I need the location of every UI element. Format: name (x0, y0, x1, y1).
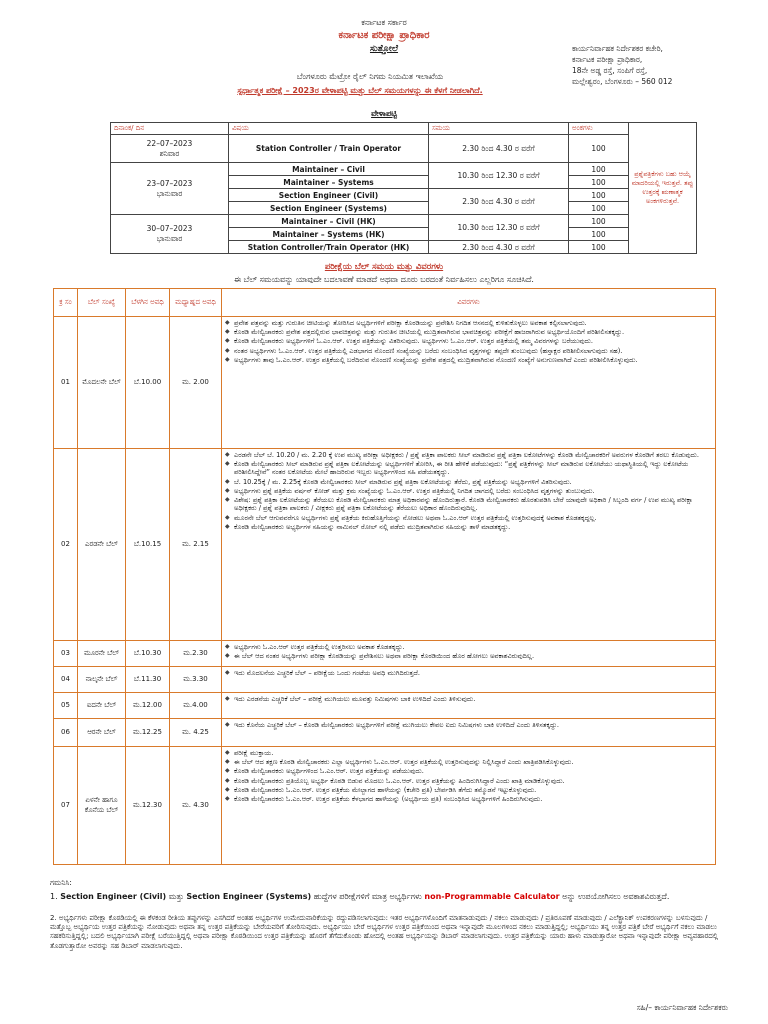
exam-time: 2.30 ರಿಂದ 4.30 ರ ವರೆಗೆ (429, 189, 569, 215)
office-address (572, 44, 762, 88)
note-text: ಹುದ್ದೆಗಳ ಪರೀಕ್ಷೆಗಳಿಗೆ ಮಾತ್ರ ಅಭ್ಯರ್ಥಿಗಳು (313, 892, 422, 901)
schedule-header-row (111, 123, 697, 135)
table-row (54, 449, 716, 641)
column-header: ಬೆಳಗಿನ ಅವಧಿ (126, 289, 170, 317)
notice-heading: ಸುತ್ತೋಲೆ (369, 44, 399, 54)
post-name: Maintainer – Civil (HK) (229, 215, 429, 228)
list-item: ◆ ಪರೀಕ್ಷೆ ಮುಕ್ತಾಯ. (225, 749, 712, 757)
bell-morning-time: ಮ.12.00 (126, 693, 170, 719)
bell-morning-time: ಬೆ.10.15 (126, 449, 170, 641)
post-name: Section Engineer (Civil) (229, 189, 429, 202)
column-header: ವಿಷಯ (229, 123, 429, 135)
table-row (111, 135, 697, 163)
table-row (54, 641, 716, 667)
bell-morning-time: ಮ.12.25 (126, 719, 170, 747)
post-section-engineer-civil: Section Engineer (Civil) (60, 892, 167, 901)
bell-section-subtitle: ಈ ಬೆಲ್ ಸಮಯವನ್ನು ಯಾವುದೇ ಬದಲಾವಣೆ ಮಾಡದೆ ಅಥವಾ ದೂರು ಬರದಂತೆ ನಿರ್ವಹಿಸಲು ಎಲ್ಲರಿಗೂ ಸೂಚಿಸಿದೆ. (234, 275, 534, 284)
list-item: ◆ ಇದು ಎರಡನೆಯ ಎಚ್ಚರಿಕೆ ಬೆಲ್ – ಪರೀಕ್ಷೆ ಮುಗಿಯಲು ಮೂವತ್ತು ನಿಮಿಷಗಳು ಬಾಕಿ ಉಳಿದಿದೆ ಎಂದು ತಿಳಿಸುವುದು. (225, 695, 712, 703)
exam-date: 22–07–2023 (146, 138, 193, 148)
list-item: ◆ ವಿಶೇಷ: ಪ್ರಶ್ನೆ ಪತ್ರಿಕಾ ಲಕೋಟೆಯನ್ನು ತೆರೆಯಲು ಕೊಠಡಿ ಮೇಲ್ವಿಚಾರಕರು ಮಾತ್ರ ಅಧಿಕಾರವನ್ನು ಹೊಂದಿರುತ್ತಾರೆ. ಕೊಠಡಿ ಮೇಲ್ವಿಚಾರಕರು ಹೊರತುಪಡಿಸಿ ಬೇರೆ ಯಾವುದೇ ಅಧಿಕಾರಿ / ಸಿಬ್ಬಂದಿ ವರ್ಗ / ಉಪ ಮುಖ್ಯ ಪರೀಕ್ಷಾ ಅಧೀಕ್ಷಕರು / ಪ್ರಶ್ನೆ ಪತ್ರಿಕಾ ಪಾಲಕರು / ವೀಕ್ಷಕರು ಪ್ರಶ್ನೆ ಪತ್ರಿಕಾ ಲಕೋಟೆಯನ್ನು ತೆರೆಯಲು ಅಧಿಕಾರ ಹೊಂದಿರುವುದಿಲ್ಲ. (225, 496, 712, 512)
post-name: Maintainer – Civil (229, 163, 429, 176)
table-row (54, 667, 716, 693)
bell-afternoon-time: ಮ. 4.25 (170, 719, 222, 747)
table-row (54, 317, 716, 449)
note-calculator (50, 891, 730, 902)
bell-serial: 05 (54, 693, 78, 719)
exam-time: 2.30 ರಿಂದ 4.30 ರ ವರೆಗೆ (429, 135, 569, 163)
list-item: ◆ ಈ ಬೆಲ್ ಆದ ನಂತರ ಅಭ್ಯರ್ಥಿಗಳು ಪರೀಕ್ಷಾ ಕೊಠಡಿಯನ್ನು ಪ್ರವೇಶಿಸಲು ಅಥವಾ ಪರೀಕ್ಷಾ ಕೊಠಡಿಯಿಂದ ಹೊರ ಹೋಗಲು ಅವಕಾಶವಿರುವುದಿಲ್ಲ. (225, 652, 712, 660)
list-item: ◆ ಕೊಠಡಿ ಮೇಲ್ವಿಚಾರಕರು ಸೀಲ್ ಮಾಡಿರುವ ಪ್ರಶ್ನೆ ಪತ್ರಿಕಾ ಲಕೋಟೆಯನ್ನು ಅಭ್ಯರ್ಥಿಗಳಿಗೆ ತೋರಿಸಿ, ಈ ರೀತಿ ಹೇಳಿಕೆ ಪಡೆಯುವುದು: “ಪ್ರಶ್ನೆ ಪತ್ರಿಕೆಗಳನ್ನು ಸೀಲ್ ಮಾಡಿರುವ ಲಕೋಟೆಯು ಯಥಾಸ್ಥಿತಿಯಲ್ಲಿ ಇದ್ದು ಲಕೋಟೆಯ ಪರಿಶೀಲಿಸಿದ್ದೇವೆ” ನಂತರ ಲಕೋಟೆಯ ಮೇಲೆ ಹಾಜರಿರುವ ಇಬ್ಬರು ಅಭ್ಯರ್ಥಿಗಳಿಂದ ಸಹಿ ಪಡೆಯತಕ್ಕದ್ದು. (225, 460, 712, 476)
list-item: ◆ ಅಭ್ಯರ್ಥಿಗಳು ಓ.ಎಂ.ಆರ್ ಉತ್ತರ ಪತ್ರಿಕೆಯಲ್ಲಿ ಉತ್ತರಿಸಲು ಅವಕಾಶ ಕೊಡತಕ್ಕದ್ದು. (225, 643, 712, 651)
exam-time: 2.30 ರಿಂದ 4.30 ರ ವರೆಗೆ (429, 241, 569, 254)
post-name: Maintainer – Systems (HK) (229, 228, 429, 241)
exam-day: ಭಾನುವಾರ (156, 234, 183, 243)
bell-name: ಎರಡನೇ ಬೆಲ್ (78, 449, 126, 641)
government-heading: ಕರ್ನಾಟಕ ಸರ್ಕಾರ (361, 18, 407, 27)
bell-header-row (54, 289, 716, 317)
list-item: ◆ ಇದು ಕೊನೆಯ ಎಚ್ಚರಿಕೆ ಬೆಲ್ – ಕೊಠಡಿ ಮೇಲ್ವಿಚಾರಕರು ಅಭ್ಯರ್ಥಿಗಳಿಗೆ ಪರೀಕ್ಷೆ ಮುಗಿಯಲು ಕೇವಲ ಐದು ನಿಮಿಷಗಳು ಬಾಕಿ ಉಳಿದಿದೆ ಎಂದು ತಿಳಿಸತಕ್ಕದ್ದು. (225, 721, 712, 729)
list-item: ◆ ಬೆ. 10.25ಕ್ಕೆ / ಮ. 2.25ಕ್ಕೆ ಕೊಠಡಿ ಮೇಲ್ವಿಚಾರಕರು ಸೀಲ್ ಮಾಡಿರುವ ಪ್ರಶ್ನೆ ಪತ್ರಿಕಾ ಲಕೋಟೆಯನ್ನು ತೆರೆದು, ಪ್ರಶ್ನೆ ಪತ್ರಿಕೆಯನ್ನು ಅಭ್ಯರ್ಥಿಗಳಿಗೆ ವಿತರಿಸುವುದು. (225, 478, 712, 486)
bell-details (222, 449, 716, 641)
bell-serial: 04 (54, 667, 78, 693)
bell-details (222, 693, 716, 719)
bell-afternoon-time: ಮ. 2.15 (170, 449, 222, 641)
list-item: ◆ ಕೊಠಡಿ ಮೇಲ್ವಿಚಾರಕರು ಓ.ಎಂ.ಆರ್. ಉತ್ತರ ಪತ್ರಿಕೆಯ ಕೆಳಭಾಗದ ಹಾಳೆಯನ್ನು (ಅಭ್ಯರ್ಥಿಯ ಪ್ರತಿ) ಸಂಬಂಧಿಸಿದ ಅಭ್ಯರ್ಥಿಗಳಿಗೆ ಹಿಂದಿರುಗಿಸುವುದು. (225, 795, 712, 803)
list-item: ◆ ಇದು ಮೊದಲನೆಯ ಎಚ್ಚರಿಕೆ ಬೆಲ್ – ಪರೀಕ್ಷೆಯ ಒಂದು ಗಂಟೆಯ ಅವಧಿ ಮುಗಿದಿರುತ್ತದೆ. (225, 669, 712, 677)
column-header: ಕ್ರ ಸಂ (54, 289, 78, 317)
exam-time: 10.30 ರಿಂದ 12.30 ರ ವರೆಗೆ (429, 215, 569, 241)
list-item: ◆ ಮೂರನೇ ಬೆಲ್ ಆಗುವವರೆಗೂ ಅಭ್ಯರ್ಥಿಗಳು ಪ್ರಶ್ನೆ ಪತ್ರಿಕೆಯ ಕಿರುಹೊತ್ತಿಗೆಯನ್ನು ನೋಡಲು ಅಥವಾ ಓ.ಎಂ.ಆರ್ ಉತ್ತರ ಪತ್ರಿಕೆಯಲ್ಲಿ ಉತ್ತರಿಸುವುದಕ್ಕೆ ಅವಕಾಶ ಕೊಡತಕ್ಕದ್ದಲ್ಲ. (225, 514, 712, 522)
bell-afternoon-time: ಮ. 4.30 (170, 747, 222, 865)
list-item: ◆ ಎರಡನೇ ಬೆಲ್ ಬೆ. 10.20 / ಮ. 2.20 ಕ್ಕೆ ಉಪ ಮುಖ್ಯ ಪರೀಕ್ಷಾ ಅಧೀಕ್ಷಕರು / ಪ್ರಶ್ನೆ ಪತ್ರಿಕಾ ಪಾಲಕರು ಸೀಲ್ ಮಾಡಿರುವ ಪ್ರಶ್ನೆ ಪತ್ರಿಕಾ ಲಕೋಟೆಗಳನ್ನು ಕೊಠಡಿ ಮೇಲ್ವಿಚಾರಕರಿಗೆ ಅವರುಗಳ ಕೊಠಡಿಗೆ ತರಲು ಕೊಡುವುದು. (225, 451, 712, 459)
bell-afternoon-time: ಮ.3.30 (170, 667, 222, 693)
list-item: ◆ ಅಭ್ಯರ್ಥಿಗಳು ತಾವು ಓ.ಎಂ.ಆರ್. ಉತ್ತರ ಪತ್ರಿಕೆಯಲ್ಲಿ ಬರೆದಿರುವ ನೊಂದಣಿ ಸಂಖ್ಯೆಯನ್ನು ಪ್ರವೇಶ ಪತ್ರದಲ್ಲಿ ಮುದ್ರಿತವಾಗಿರುವ ನೊಂದಣಿ ಸಂಖ್ಯೆಗೆ ಅನುಗುಣವಾಗಿದೆ ಎಂದು ಪರಿಶೀಲಿಸಿಕೊಳ್ಳುವುದು. (225, 356, 712, 364)
exam-date: 30–07–2023 (146, 224, 193, 234)
exam-marks: 100 (569, 135, 629, 163)
exam-date-cell (111, 135, 229, 163)
bell-afternoon-time: ಮ. 2.00 (170, 317, 222, 449)
column-header: ದಿನಾಂಕ/ ದಿನ (111, 123, 229, 135)
table-row (111, 215, 697, 228)
notes-heading: ಗಮನಿಸಿ: (50, 878, 72, 887)
column-header: ಸಮಯ (429, 123, 569, 135)
bell-details (222, 641, 716, 667)
signature: ಸಹಿ/– ಕಾರ್ಯನಿರ್ವಾಹಕ ನಿರ್ದೇಶಕರು (636, 1003, 728, 1012)
note-number: 2. (50, 914, 57, 922)
table-row (54, 719, 716, 747)
bell-name: ನಾಲ್ಕನೇ ಬೆಲ್ (78, 667, 126, 693)
table-row (54, 693, 716, 719)
list-item: ◆ ನಂತರ ಅಭ್ಯರ್ಥಿಗಳು ಓ.ಎಂ.ಆರ್. ಉತ್ತರ ಪತ್ರಿಕೆಯಲ್ಲಿ ಎಡಭಾಗದ ನೊಂದಣಿ ಸಂಖ್ಯೆಯನ್ನು ಬರೆದು ಸಂಬಂಧಿಸಿದ ವೃತ್ತಗಳನ್ನು ತಪ್ಪದೇ ತುಂಬುವುದು (ಹಸ್ತಾಕ್ಷರ ಪರಿಶೀಲಿಸಲಾಗುವುದು ಸಹ). (225, 347, 712, 355)
column-header: ವಿವರಗಳು (222, 289, 716, 317)
exam-marks: 100 (569, 241, 629, 254)
exam-day: ಶನಿವಾರ (159, 148, 180, 158)
post-name: Maintainer – Systems (229, 176, 429, 189)
bell-serial: 01 (54, 317, 78, 449)
schedule-table (110, 122, 697, 254)
bell-serial: 03 (54, 641, 78, 667)
note-number: 1. (50, 892, 58, 901)
list-item: ◆ ಕೊಠಡಿ ಮೇಲ್ವಿಚಾರಕರು ಓ.ಎಂ.ಆರ್. ಉತ್ತರ ಪತ್ರಿಕೆಯ ಮೇಲ್ಭಾಗದ ಹಾಳೆಯನ್ನು (ಕಚೇರಿ ಪ್ರತಿ) ಬೇರ್ಪಡಿಸಿ ತೆಗೆದು ತಮ್ಮೊಡನೆ ಇಟ್ಟುಕೊಳ್ಳುವುದು. (225, 786, 712, 794)
bell-details (222, 317, 716, 449)
note-malpractice (50, 914, 730, 951)
calculator-highlight: non-Programmable Calculator (424, 892, 560, 901)
list-item: ◆ ಪ್ರವೇಶ ಪತ್ರವನ್ನು ಮತ್ತು ಗುರುತಿನ ಚೀಟಿಯನ್ನು ತೋರಿಸಿದ ಅಭ್ಯರ್ಥಿಗಳಿಗೆ ಪರೀಕ್ಷಾ ಕೊಠಡಿಯನ್ನು ಪ್ರವೇಶಿಸಿ ನಿಗದಿತ ಆಸನದಲ್ಲಿ ಕುಳಿತುಕೊಳ್ಳಲು ಅವಕಾಶ ಕಲ್ಪಿಸಲಾಗುವುದು. (225, 319, 712, 327)
bell-name: ಮೊದಲನೇ ಬೆಲ್ (78, 317, 126, 449)
bell-details (222, 667, 716, 693)
exam-day: ಭಾನುವಾರ (156, 188, 183, 198)
bell-serial: 06 (54, 719, 78, 747)
bell-section-title: ಪರೀಕ್ಷೆಯ ಬೆಲ್ ಸಮಯ ಮತ್ತು ವಿವರಗಳು (324, 262, 444, 272)
note-text: ಅಭ್ಯರ್ಥಿಗಳು ಪರೀಕ್ಷಾ ಕೊಠಡಿಯಲ್ಲಿ ಈ ಕೆಳಕಂಡ ರೀತಿಯ ತಪ್ಪುಗಳನ್ನು ಎಸಗಿದರೆ ಅಂತಹ ಅಭ್ಯರ್ಥಿಗಳ ಉಮೇದುವಾರಿಕೆಯನ್ನು ರದ್ದುಪಡಿಸಲಾಗುವುದು: ಇತರ ಅಭ್ಯರ್ಥಿಗಳೊಂದಿಗೆ ಮಾತನಾಡುವುದು / ನಕಲು ಮಾಡುವುದು / ಪ್ರತಿರೂಪಣೆ ಮಾಡುವುದು / ಎಲೆಕ್ಟ್ರಾನಿಕ್ ಉಪಕರಣಗಳನ್ನು ಬಳಸುವುದು / ಮತ್ತೊಬ್ಬ ಅಭ್ಯರ್ಥಿಯ ಉತ್ತರ ಪತ್ರಿಕೆಯನ್ನು ನೋಡುವುದು ಅಥವಾ ತನ್ನ ಉತ್ತರ ಪತ್ರಿಕೆಯನ್ನು ಬೇರೆಯವರಿಗೆ ತೋರಿಸುವುದು. ಅಭ್ಯರ್ಥಿಯು ಬೇರೆ ಅಭ್ಯರ್ಥಿಗಳ ಉತ್ತರ ಪತ್ರಿಕೆಯಿಂದ ಅಥವಾ ಇನ್ನಾವುದೇ ಮೂಲಗಳಿಂದ ನಕಲು ಮಾಡುತ್ತಿದ್ದಲ್ಲಿ; ಅಭ್ಯರ್ಥಿಯು ತನ್ನ ಉತ್ತರ ಪತ್ರಿಕೆ ಬೇರೆ ಅಭ್ಯರ್ಥಿಗೆ ನಕಲು ಮಾಡಲು ಸಹಕರಿಸುತ್ತಿದ್ದಲ್ಲಿ; ಬದಲಿ ಅಭ್ಯರ್ಥಿಯಾಗಿ ಪರೀಕ್ಷೆ ಬರೆಯುತ್ತಿದ್ದಲ್ಲಿ ಅಥವಾ ಪರೀಕ್ಷಾ ಕೊಠಡಿಯಿಂದ ಉತ್ತರ ಪತ್ರಿಕೆಯನ್ನು ಹೊರಗೆ ತೆಗೆದುಕೊಂಡು ಹೋದಲ್ಲಿ ಅಂತಹ ಅಭ್ಯರ್ಥಿಯನ್ನು ಡಿಬಾರ್ ಮಾಡಲಾಗುವುದು. ಉತ್ತರ ಪತ್ರಿಕೆಯನ್ನು ಯಾರು ಹಾಳು ಮಾಡುತ್ತಾರೋ ಅಥವಾ ಇನ್ನಾವುದೇ ಪರೀಕ್ಷಾ ಅವ್ಯವಹಾರದಲ್ಲಿ ತೊಡಗುತ್ತಾರೋ ಅವರನ್ನು ಸಹ ಡಿಬಾರ್ ಮಾಡಲಾಗುವುದು. (50, 914, 719, 950)
bell-details (222, 719, 716, 747)
bell-morning-time: ಬೆ.10.30 (126, 641, 170, 667)
note-text: ಮತ್ತು (168, 892, 184, 901)
exam-marks: 100 (569, 176, 629, 189)
table-row (111, 163, 697, 176)
address-line: ಮಲ್ಲೇಶ್ವರಂ, ಬೆಂಗಳೂರು – 560 012 (572, 76, 673, 86)
list-item: ◆ ಈ ಬೆಲ್ ಆದ ತಕ್ಷಣ ಕೊಠಡಿ ಮೇಲ್ವಿಚಾರಕರು ಎಲ್ಲಾ ಅಭ್ಯರ್ಥಿಗಳು ಓ.ಎಂ.ಆರ್. ಉತ್ತರ ಪತ್ರಿಕೆಯಲ್ಲಿ ಉತ್ತರಿಸುವುದನ್ನು ನಿಲ್ಲಿಸಿದ್ದಾರೆ ಎಂದು ಖಾತ್ರಿಪಡಿಸಿಕೊಳ್ಳುವುದು. (225, 758, 712, 766)
schedule-title: ವೇಳಾಪಟ್ಟಿ (371, 109, 397, 118)
list-item: ◆ ಕೊಠಡಿ ಮೇಲ್ವಿಚಾರಕರು ಪ್ರತಿಯೊಬ್ಬ ಅಭ್ಯರ್ಥಿ ಕೊಠಡಿ ಬಿಡುವ ಮೊದಲು ಓ.ಎಂ.ಆರ್. ಉತ್ತರ ಪತ್ರಿಕೆಯನ್ನು ಹಿಂದಿರುಗಿಸಿದ್ದಾರೆ ಎಂದು ಖಾತ್ರಿ ಮಾಡಿಕೊಳ್ಳುವುದು. (225, 777, 712, 785)
bell-morning-time: ಬೆ.11.30 (126, 667, 170, 693)
bell-name: ಮೂರನೇ ಬೆಲ್ (78, 641, 126, 667)
list-item: ◆ ಕೊಠಡಿ ಮೇಲ್ವಿಚಾರಕರು ಅಭ್ಯರ್ಥಿಗಳಿಂದ ಓ.ಎಂ.ಆರ್. ಉತ್ತರ ಪತ್ರಿಕೆಯನ್ನು ಪಡೆಯುವುದು. (225, 767, 712, 775)
list-item: ◆ ಕೊಠಡಿ ಮೇಲ್ವಿಚಾರಕರು ಅಭ್ಯರ್ಥಿಗಳಿಗೆ ಓ.ಎಂ.ಆರ್. ಉತ್ತರ ಪತ್ರಿಕೆಯನ್ನು ವಿತರಿಸುವುದು. ಅಭ್ಯರ್ಥಿಗಳು ಓ.ಎಂ.ಆರ್. ಉತ್ತರ ಪತ್ರಿಕೆಯಲ್ಲಿ ತಮ್ಮ ವಿವರಗಳನ್ನು ಬರೆಯುವುದು. (225, 337, 712, 345)
exam-line: ಸ್ಪರ್ಧಾತ್ಮಕ ಪರೀಕ್ಷೆ – 2023ರ ವೇಳಾಪಟ್ಟಿ ಮತ್ತು ಬೆಲ್ ಸಮಯಗಳನ್ನು ಈ ಕೆಳಗೆ ನೀಡಲಾಗಿದೆ. (237, 86, 483, 95)
bell-serial: 02 (54, 449, 78, 641)
post-name: Station Controller / Train Operator (229, 135, 429, 163)
list-item: ◆ ಕೊಠಡಿ ಮೇಲ್ವಿಚಾರಕರು ಅಭ್ಯರ್ಥಿಗಳ ಸಹಿಯನ್ನು ನಾಮಿನಲ್ ರೋಲ್ ನಲ್ಲಿ ಪಡೆದು ಮುದ್ರಿತವಾಗಿರುವ ಸಹಿಯನ್ನು ತಾಳೆ ಮಾಡತಕ್ಕದ್ದು. (225, 523, 712, 531)
address-line: 18ನೇ ಅಡ್ಡ ರಸ್ತೆ, ಸಂಪಿಗೆ ರಸ್ತೆ, (572, 65, 648, 75)
exam-marks: 100 (569, 163, 629, 176)
department-line: ಬೆಂಗಳೂರು ಮೆಟ್ರೋ ರೈಲ್ ನಿಗಮ ನಿಯಮಿತ ಇಲಾಖೆಯ (296, 72, 444, 81)
post-name: Section Engineer (Systems) (229, 202, 429, 215)
exam-marks: 100 (569, 215, 629, 228)
bell-details (222, 747, 716, 865)
post-section-engineer-systems: Section Engineer (Systems) (186, 892, 312, 901)
bell-serial: 07 (54, 747, 78, 865)
bell-afternoon-time: ಮ.2.30 (170, 641, 222, 667)
table-row (54, 747, 716, 865)
bell-afternoon-time: ಮ.4.00 (170, 693, 222, 719)
exam-marks: 100 (569, 189, 629, 202)
list-item: ◆ ಅಭ್ಯರ್ಥಿಗಳು ಪ್ರಶ್ನೆ ಪತ್ರಿಕೆಯ ವರ್ಷನ್ ಕೋಡ್ ಮತ್ತು ಕ್ರಮ ಸಂಖ್ಯೆಯನ್ನು ಓ.ಎಂ.ಆರ್. ಉತ್ತರ ಪತ್ರಿಕೆಯಲ್ಲಿ ನಿಗದಿತ ಜಾಗದಲ್ಲಿ ಬರೆದು ಸಂಬಂಧಿಸಿದ ವೃತ್ತಗಳನ್ನು ತುಂಬುವುದು. (225, 487, 712, 495)
column-header: ಮಧ್ಯಾಹ್ನದ ಅವಧಿ (170, 289, 222, 317)
exam-time: 10.30 ರಿಂದ 12.30 ರ ವರೆಗೆ (429, 163, 569, 189)
bell-morning-time: ಬೆ.10.00 (126, 317, 170, 449)
bell-table (53, 288, 716, 865)
bell-morning-time: ಮ.12.30 (126, 747, 170, 865)
post-name: Station Controller/Train Operator (HK) (229, 241, 429, 254)
bell-name: ಐದನೇ ಬೆಲ್ (78, 693, 126, 719)
bell-name: ಏಳನೇ ಹಾಗೂ ಕೊನೆಯ ಬೆಲ್ (78, 747, 126, 865)
address-line: ಕರ್ನಾಟಕ ಪರೀಕ್ಷಾ ಪ್ರಾಧಿಕಾರ, (572, 54, 643, 64)
address-line: ಕಾರ್ಯನಿರ್ವಾಹಕ ನಿರ್ದೇಶಕರ ಕಚೇರಿ, (572, 44, 663, 53)
schedule-note: ಪ್ರಶ್ನೆಪತ್ರಿಕೆಗಳು ಬಹು ಆಯ್ಕೆ ಮಾದರಿಯಲ್ಲಿ ಇರುತ್ತವೆ. ತಪ್ಪು ಉತ್ತರಕ್ಕೆ ಋಣಾತ್ಮಕ ಅಂಕಗಳಿರುತ್ತವೆ. (629, 123, 697, 254)
authority-heading: ಕರ್ನಾಟಕ ಪರೀಕ್ಷಾ ಪ್ರಾಧಿಕಾರ (338, 30, 430, 41)
exam-date-cell (111, 215, 229, 254)
exam-marks: 100 (569, 228, 629, 241)
exam-marks: 100 (569, 202, 629, 215)
column-header: ಅಂಕಗಳು (569, 123, 629, 135)
list-item: ◆ ಕೊಠಡಿ ಮೇಲ್ವಿಚಾರಕರು ಪ್ರವೇಶ ಪತ್ರದಲ್ಲಿರುವ ಭಾವಚಿತ್ರವನ್ನು ಮತ್ತು ಗುರುತಿನ ಚೀಟಿಯಲ್ಲಿ ಮುದ್ರಿತವಾಗಿರುವ ಭಾವಚಿತ್ರವನ್ನು ಪರೀಕ್ಷೆಗೆ ಹಾಜರಾಗಿರುವ ಅಭ್ಯರ್ಥಿಯೊಂದಿಗೆ ಪರಿಶೀಲಿಸತಕ್ಕದ್ದು. (225, 328, 712, 336)
column-header: ಬೆಲ್ ಸಂಖ್ಯೆ (78, 289, 126, 317)
bell-name: ಆರನೇ ಬೆಲ್ (78, 719, 126, 747)
note-text: ಅನ್ನು ಉಪಯೋಗಿಸಲು ಅವಕಾಶವಿರುತ್ತದೆ. (562, 892, 670, 901)
exam-date-cell (111, 163, 229, 215)
exam-date: 23–07–2023 (146, 178, 193, 188)
